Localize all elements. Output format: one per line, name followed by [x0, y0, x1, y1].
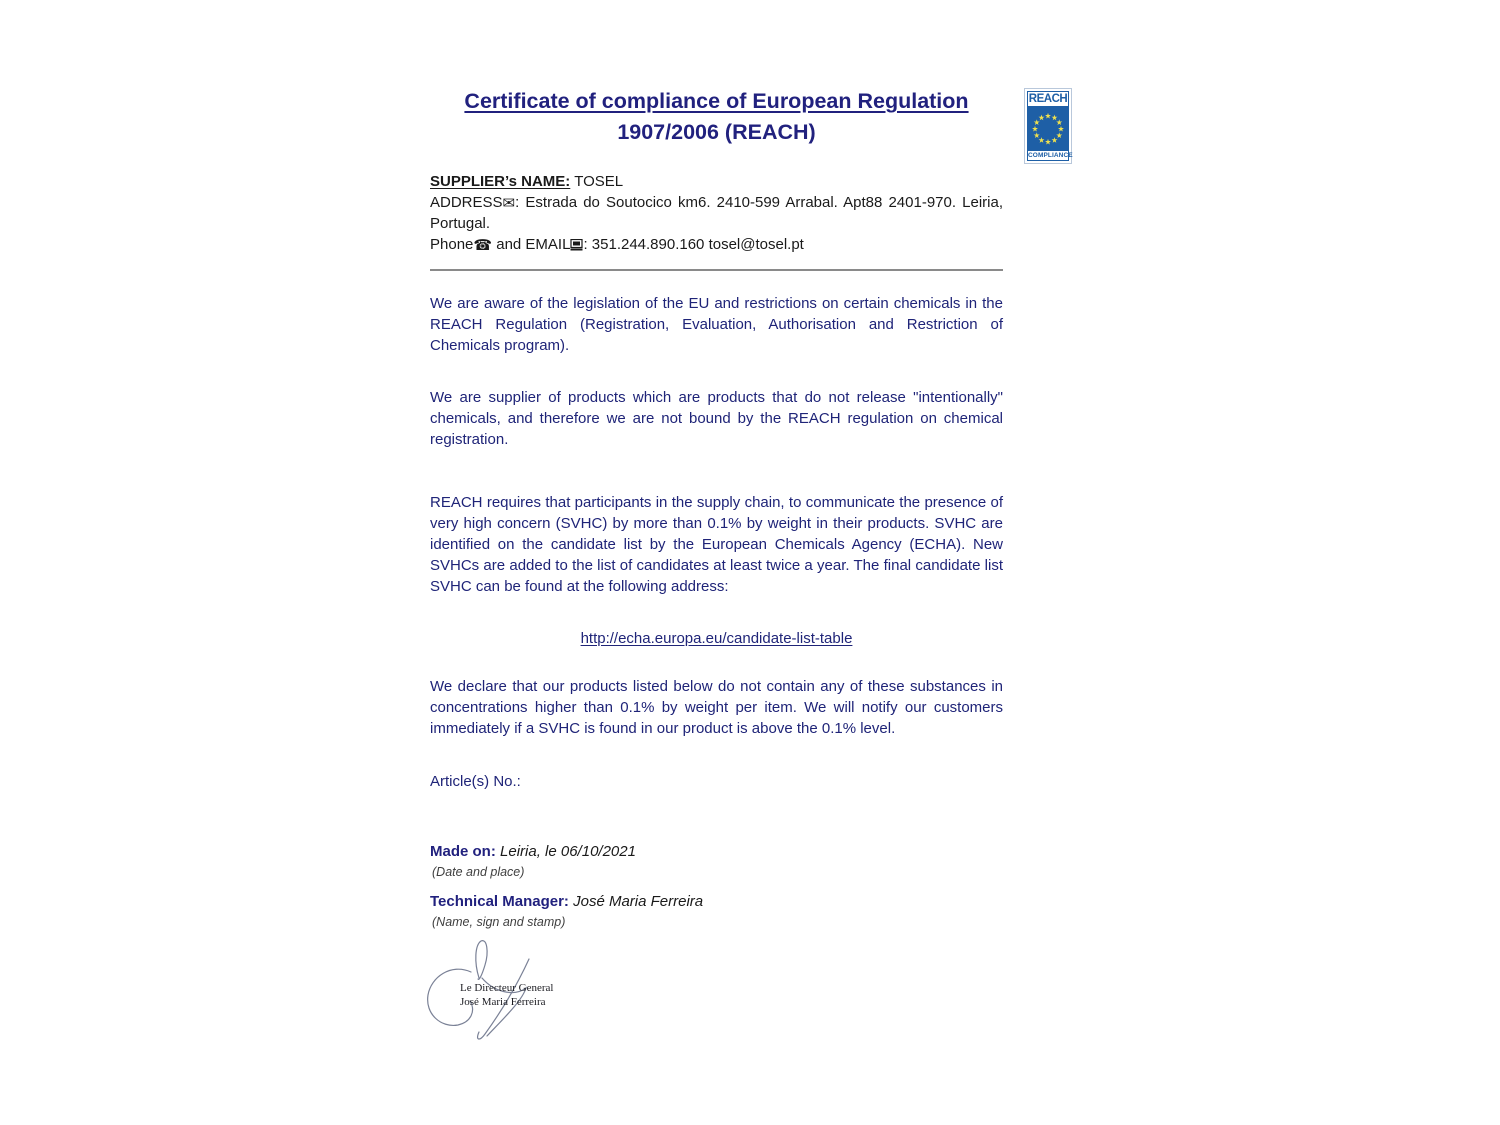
stamp-text-line1: Le Directeur General — [460, 982, 554, 994]
paragraph-declaration: We declare that our products listed below do not contain any of these substances in concentrations higher than 0.1% by weight per item. We will notify our customers immediately if a SVHC is found in our product is above the 0.1% level. — [430, 678, 1003, 737]
reach-logo-title: REACH — [1028, 93, 1068, 105]
paragraph-supplier-statement: We are supplier of products which are products that do not release "intentionally" chemicals, and therefore we are not bound by the REACH regulation on chemical registration. — [430, 389, 1003, 448]
phone-icon: ☎ — [473, 236, 493, 254]
eu-stars-icon — [1027, 107, 1069, 150]
supplier-name-value: TOSEL — [570, 173, 624, 190]
made-on-value: Leiria, le 06/10/2021 — [495, 843, 636, 860]
made-on-label: Made on: — [430, 843, 496, 860]
technical-manager-line — [430, 892, 1003, 912]
certificate-content — [430, 86, 1003, 1056]
stamp-text-line2: José Maria Ferreira — [460, 995, 546, 1008]
phone-label: Phone — [430, 235, 474, 253]
stamp-text — [460, 982, 553, 1009]
contact-value: : 351.244.890.160 tosel@tosel.pt — [583, 235, 804, 253]
reach-compliance-logo — [1024, 88, 1072, 164]
paragraph-awareness: We are aware of the legislation of the EU and restrictions on certain chemicals in the REACH Regulation (Registration, Evaluation, Authorisation and Restriction of Chemicals program). — [430, 295, 1003, 354]
supplier-block — [430, 172, 1003, 256]
signature-stamp — [422, 938, 572, 1056]
made-on-line — [430, 842, 1003, 862]
computer-icon — [570, 236, 583, 257]
technical-manager-value: José Maria Ferreira — [568, 893, 704, 910]
name-sign-stamp-caption: (Name, sign and stamp) — [432, 915, 566, 929]
candidate-list-link[interactable]: http://echa.europa.eu/candidate-list-table — [580, 630, 853, 647]
paragraph-reach-requirements: REACH requires that participants in the supply chain, to communicate the presence of very high concern (SVHC) by more than 0.1% by weight in their products. SVHC are identified on the candidate list by the European Chemicals Agency (ECHA). New SVHCs are added to the list of candidates at least twice a year. The final candidate list SVHC can be found at the following address: — [430, 494, 1003, 595]
technical-manager-label: Technical Manager: — [430, 893, 569, 910]
section-divider — [430, 269, 1003, 271]
reach-logo-compliance-label: COMPLIANCE — [1028, 152, 1073, 159]
page-title — [430, 86, 1003, 148]
candidate-list-link-row — [430, 628, 1003, 649]
envelope-icon: ✉ — [502, 194, 516, 212]
date-place-caption: (Date and place) — [432, 865, 525, 879]
supplier-name-label: SUPPLIER’s NAME: — [430, 173, 571, 190]
reach-logo-blue-field — [1027, 91, 1073, 161]
page-title-line1: Certificate of compliance of European Regulation — [464, 89, 969, 113]
page-title-line2: 1907/2006 (REACH) — [617, 120, 816, 144]
address-label: ADDRESS — [430, 193, 503, 211]
email-label: and EMAIL — [492, 235, 571, 253]
articles-number-label: Article(s) No.: — [430, 773, 521, 790]
address-value: : Estrada do Soutocico km6. 2410-599 Arrabal. Apt88 2401-970. Leiria, Portugal. — [430, 193, 1003, 232]
